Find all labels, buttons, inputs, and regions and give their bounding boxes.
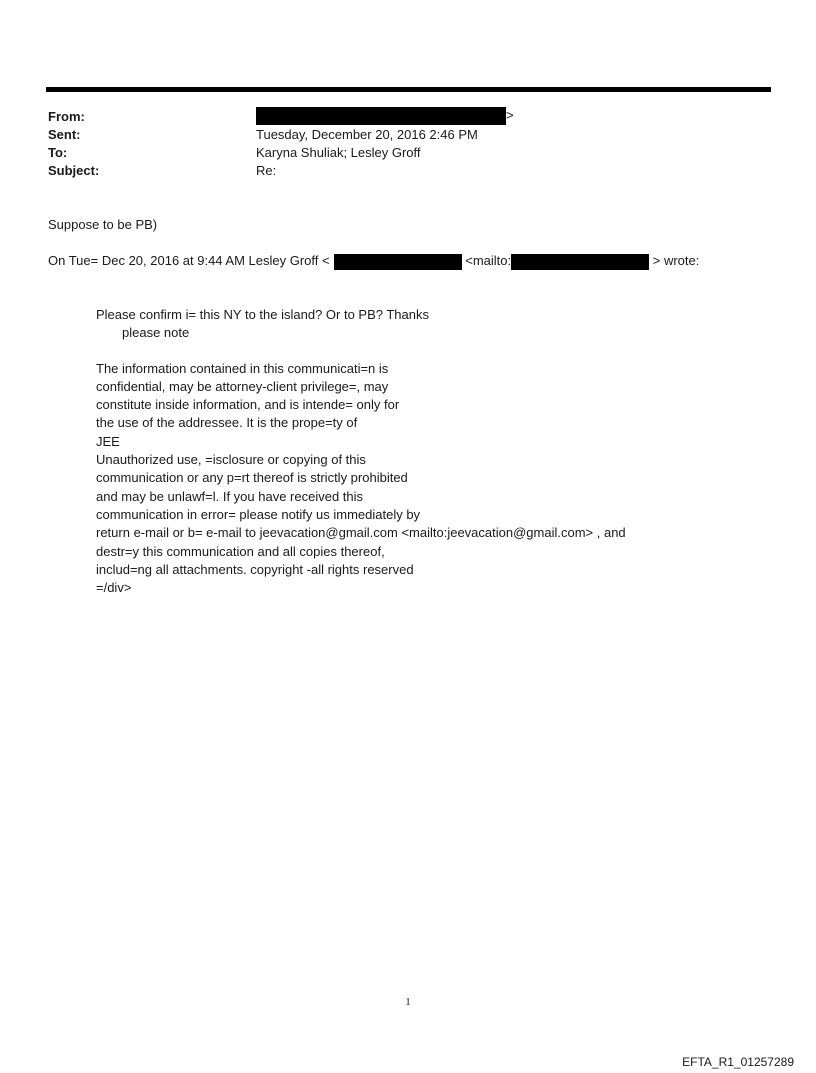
disclaimer-line: and may be unlawf=l. If you have received this xyxy=(96,488,364,504)
quoted-body xyxy=(96,306,626,597)
quoted-note: please note xyxy=(122,325,190,341)
redaction-box xyxy=(256,107,506,125)
disclaimer-line: =/div> xyxy=(96,580,132,596)
redaction-box xyxy=(511,254,649,270)
quote-suffix: > wrote: xyxy=(652,253,700,268)
from-label: From: xyxy=(48,109,85,124)
quoted-question: Please confirm i= this NY to the island? Or to PB? Thanks xyxy=(96,307,429,322)
reply-text: Suppose to be PB) xyxy=(48,217,158,232)
disclaimer-line: JEE xyxy=(96,433,120,449)
header-rule xyxy=(46,87,771,92)
subject-value: Re: xyxy=(256,163,277,178)
to-label: To: xyxy=(48,145,68,160)
from-suffix: > xyxy=(506,107,514,123)
subject-label: Subject: xyxy=(48,163,100,178)
disclaimer-line: constitute inside information, and is intende= only for xyxy=(96,397,400,413)
disclaimer-line: communication in error= please notify us immediately by xyxy=(96,506,421,522)
disclaimer-line: Unauthorized use, =isclosure or copying of this xyxy=(96,452,366,468)
sent-label: Sent: xyxy=(48,127,81,142)
disclaimer-line: includ=ng all attachments. copyright -all rights reserved xyxy=(96,561,414,577)
disclaimer-line: communication or any p=rt thereof is strictly prohibited xyxy=(96,470,408,486)
redaction-box xyxy=(334,254,462,270)
disclaimer-line: return e-mail or b= e-mail to jeevacation@gmail.com <mailto:jeevacation@gmail.com> , and xyxy=(96,525,626,541)
from-value xyxy=(256,107,514,125)
disclaimer-line: destr=y this communication and all copies thereof, xyxy=(96,543,385,559)
disclaimer-line: the use of the addressee. It is the prope=ty of xyxy=(96,415,358,431)
quote-prefix: On Tue= Dec 20, 2016 at 9:44 AM Lesley Groff < xyxy=(48,253,330,268)
quote-mailto: <mailto: xyxy=(465,253,512,268)
quote-attribution xyxy=(48,253,699,270)
disclaimer-line: The information contained in this communicati=n is xyxy=(96,360,389,376)
to-value: Karyna Shuliak; Lesley Groff xyxy=(256,145,421,160)
disclaimer-line: confidential, may be attorney-client privilege=, may xyxy=(96,378,389,394)
bates-number: EFTA_R1_01257289 xyxy=(682,1055,794,1069)
sent-value: Tuesday, December 20, 2016 2:46 PM xyxy=(256,127,478,142)
page-number: 1 xyxy=(405,996,411,1008)
